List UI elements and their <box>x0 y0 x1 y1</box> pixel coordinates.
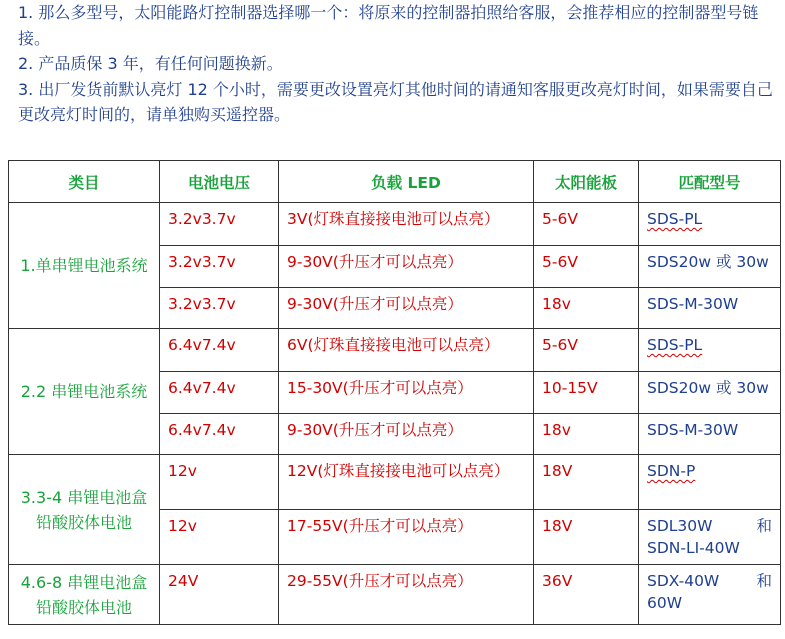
category-cell: 1.单串锂电池系统 <box>9 203 160 329</box>
category-cell: 3.3-4 串锂电池盒铅酸胶体电池 <box>9 455 160 565</box>
panel-cell: 36V <box>534 565 639 625</box>
panel-cell: 5-6V <box>534 203 639 246</box>
note-2: 2. 产品质保 3 年，有任何问题换新。 <box>18 54 283 73</box>
category-cell: 4.6-8 串锂电池盒铅酸胶体电池 <box>9 565 160 625</box>
voltage-cell: 12v <box>160 510 279 565</box>
table-row <box>9 455 781 510</box>
load-cell: 3V(灯珠直接接电池可以点亮） <box>279 203 534 246</box>
model-cell: SDS20w 或 30w <box>639 372 781 414</box>
header-voltage: 电池电压 <box>160 161 279 203</box>
panel-cell: 5-6V <box>534 329 639 372</box>
model-link[interactable]: SDN-P <box>647 462 696 480</box>
voltage-cell: 12v <box>160 455 279 510</box>
panel-cell: 18v <box>534 288 639 329</box>
model-cell: SDS-M-30W <box>639 414 781 455</box>
model-name: 60W <box>647 594 683 612</box>
header-panel: 太阳能板 <box>534 161 639 203</box>
model-link[interactable]: SDS-PL <box>647 210 703 228</box>
model-cell <box>639 565 781 625</box>
model-line <box>647 515 772 537</box>
voltage-cell: 3.2v3.7v <box>160 288 279 329</box>
table-row <box>9 565 781 625</box>
table-header-row <box>9 161 781 203</box>
panel-cell: 18V <box>534 510 639 565</box>
model-cell <box>639 455 781 510</box>
load-cell: 9-30V(升压才可以点亮） <box>279 246 534 288</box>
load-cell: 29-55V(升压才可以点亮） <box>279 565 534 625</box>
voltage-cell: 6.4v7.4v <box>160 372 279 414</box>
load-cell: 9-30V(升压才可以点亮） <box>279 288 534 329</box>
panel-cell: 5-6V <box>534 246 639 288</box>
load-cell: 15-30V(升压才可以点亮） <box>279 372 534 414</box>
header-load: 负载 LED <box>279 161 534 203</box>
load-cell: 17-55V(升压才可以点亮） <box>279 510 534 565</box>
model-and: 和 <box>756 572 772 590</box>
load-cell: 12V(灯珠直接接电池可以点亮） <box>279 455 534 510</box>
model-name: SDX-40W <box>647 572 720 590</box>
model-cell <box>639 203 781 246</box>
voltage-cell: 24V <box>160 565 279 625</box>
panel-cell: 18V <box>534 455 639 510</box>
note-1: 1. 那么多型号，太阳能路灯控制器选择哪一个：将原来的控制器拍照给客服，会推荐相应的控制器型号链接。 <box>18 3 759 48</box>
model-name: SDL30W <box>647 517 713 535</box>
voltage-cell: 3.2v3.7v <box>160 246 279 288</box>
note-3: 3. 出厂发货前默认亮灯 12 个小时，需要更改设置亮灯其他时间的请通知客服更改亮灯时间，如果需要自己更改亮灯时间的，请单独购买遥控器。 <box>18 79 773 124</box>
table-row <box>9 203 781 246</box>
load-cell: 9-30V(升压才可以点亮） <box>279 414 534 455</box>
voltage-cell: 6.4v7.4v <box>160 414 279 455</box>
model-link[interactable]: SDS-PL <box>647 336 703 354</box>
model-and: 和 <box>756 517 772 535</box>
voltage-cell: 3.2v3.7v <box>160 203 279 246</box>
panel-cell: 10-15V <box>534 372 639 414</box>
model-cell <box>639 510 781 565</box>
voltage-cell: 6.4v7.4v <box>160 329 279 372</box>
load-cell: 6V(灯珠直接接电池可以点亮） <box>279 329 534 372</box>
model-name: SDN-LI-40W <box>647 539 740 557</box>
panel-cell: 18v <box>534 414 639 455</box>
model-cell <box>639 329 781 372</box>
controller-table <box>8 160 781 625</box>
model-cell: SDS20w 或 30w <box>639 246 781 288</box>
table-row <box>9 329 781 372</box>
header-model: 匹配型号 <box>639 161 781 203</box>
model-cell: SDS-M-30W <box>639 288 781 329</box>
category-cell: 2.2 串锂电池系统 <box>9 329 160 455</box>
notes <box>18 0 778 128</box>
model-line <box>647 570 772 592</box>
header-category: 类目 <box>9 161 160 203</box>
